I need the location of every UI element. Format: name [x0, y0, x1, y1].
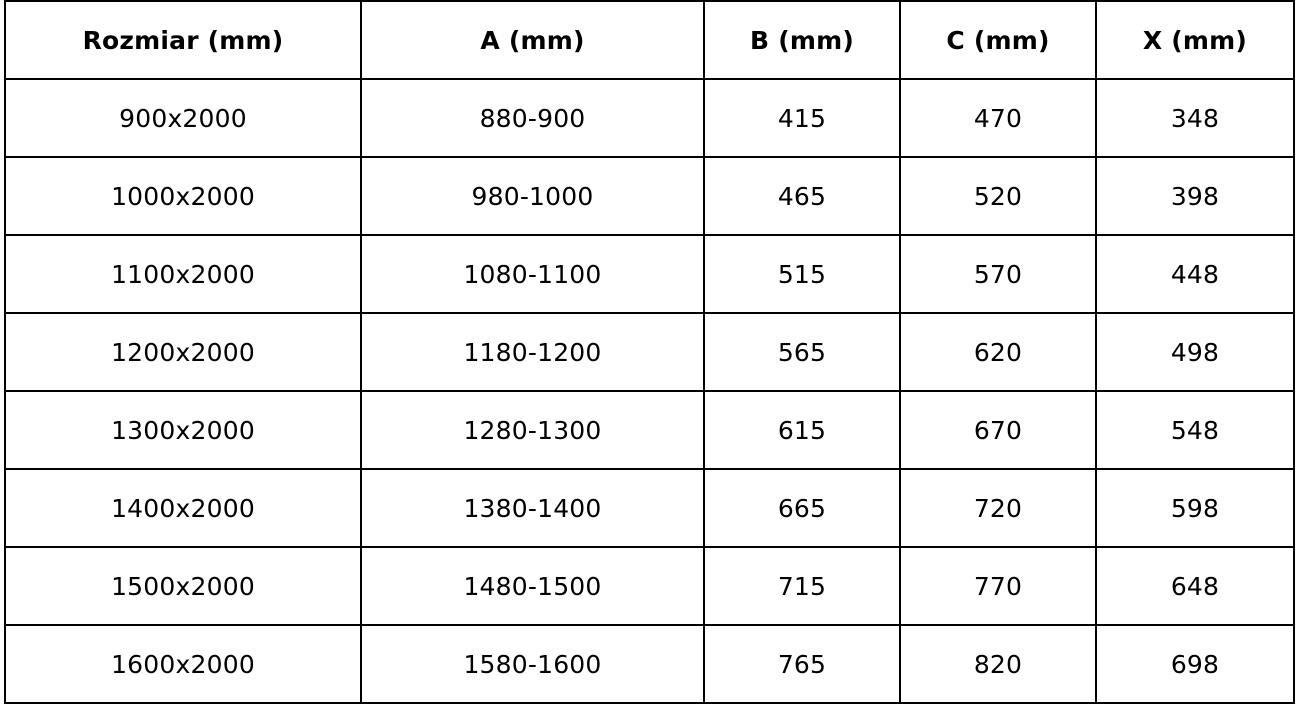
- cell-a: 1280-1300: [361, 391, 704, 469]
- cell-b: 665: [704, 469, 900, 547]
- table-header-row: [5, 1, 1294, 79]
- cell-size: 900x2000: [5, 79, 361, 157]
- column-header-a: A (mm): [361, 1, 704, 79]
- cell-c: 520: [900, 157, 1096, 235]
- cell-x: 448: [1096, 235, 1294, 313]
- cell-x: 698: [1096, 625, 1294, 703]
- cell-size: 1100x2000: [5, 235, 361, 313]
- column-header-x: X (mm): [1096, 1, 1294, 79]
- cell-b: 765: [704, 625, 900, 703]
- cell-size: 1600x2000: [5, 625, 361, 703]
- cell-b: 515: [704, 235, 900, 313]
- cell-b: 465: [704, 157, 900, 235]
- cell-size: 1400x2000: [5, 469, 361, 547]
- table-row: [5, 547, 1294, 625]
- column-header-c: C (mm): [900, 1, 1096, 79]
- cell-b: 565: [704, 313, 900, 391]
- cell-a: 980-1000: [361, 157, 704, 235]
- table-row: [5, 235, 1294, 313]
- cell-size: 1000x2000: [5, 157, 361, 235]
- table-row: [5, 79, 1294, 157]
- cell-c: 670: [900, 391, 1096, 469]
- cell-a: 1180-1200: [361, 313, 704, 391]
- column-header-b: B (mm): [704, 1, 900, 79]
- cell-c: 770: [900, 547, 1096, 625]
- cell-a: 1480-1500: [361, 547, 704, 625]
- cell-x: 648: [1096, 547, 1294, 625]
- cell-c: 820: [900, 625, 1096, 703]
- cell-c: 470: [900, 79, 1096, 157]
- cell-b: 415: [704, 79, 900, 157]
- table-row: [5, 625, 1294, 703]
- cell-size: 1300x2000: [5, 391, 361, 469]
- cell-c: 620: [900, 313, 1096, 391]
- cell-c: 570: [900, 235, 1096, 313]
- cell-x: 498: [1096, 313, 1294, 391]
- table-row: [5, 157, 1294, 235]
- table-row: [5, 391, 1294, 469]
- cell-b: 715: [704, 547, 900, 625]
- table-row: [5, 313, 1294, 391]
- size-specification-table: [4, 0, 1295, 704]
- column-header-rozmiar: Rozmiar (mm): [5, 1, 361, 79]
- cell-a: 1080-1100: [361, 235, 704, 313]
- table-row: [5, 469, 1294, 547]
- cell-size: 1500x2000: [5, 547, 361, 625]
- cell-a: 1380-1400: [361, 469, 704, 547]
- cell-x: 348: [1096, 79, 1294, 157]
- cell-a: 1580-1600: [361, 625, 704, 703]
- cell-b: 615: [704, 391, 900, 469]
- cell-size: 1200x2000: [5, 313, 361, 391]
- cell-x: 598: [1096, 469, 1294, 547]
- cell-a: 880-900: [361, 79, 704, 157]
- cell-x: 548: [1096, 391, 1294, 469]
- cell-c: 720: [900, 469, 1096, 547]
- cell-x: 398: [1096, 157, 1294, 235]
